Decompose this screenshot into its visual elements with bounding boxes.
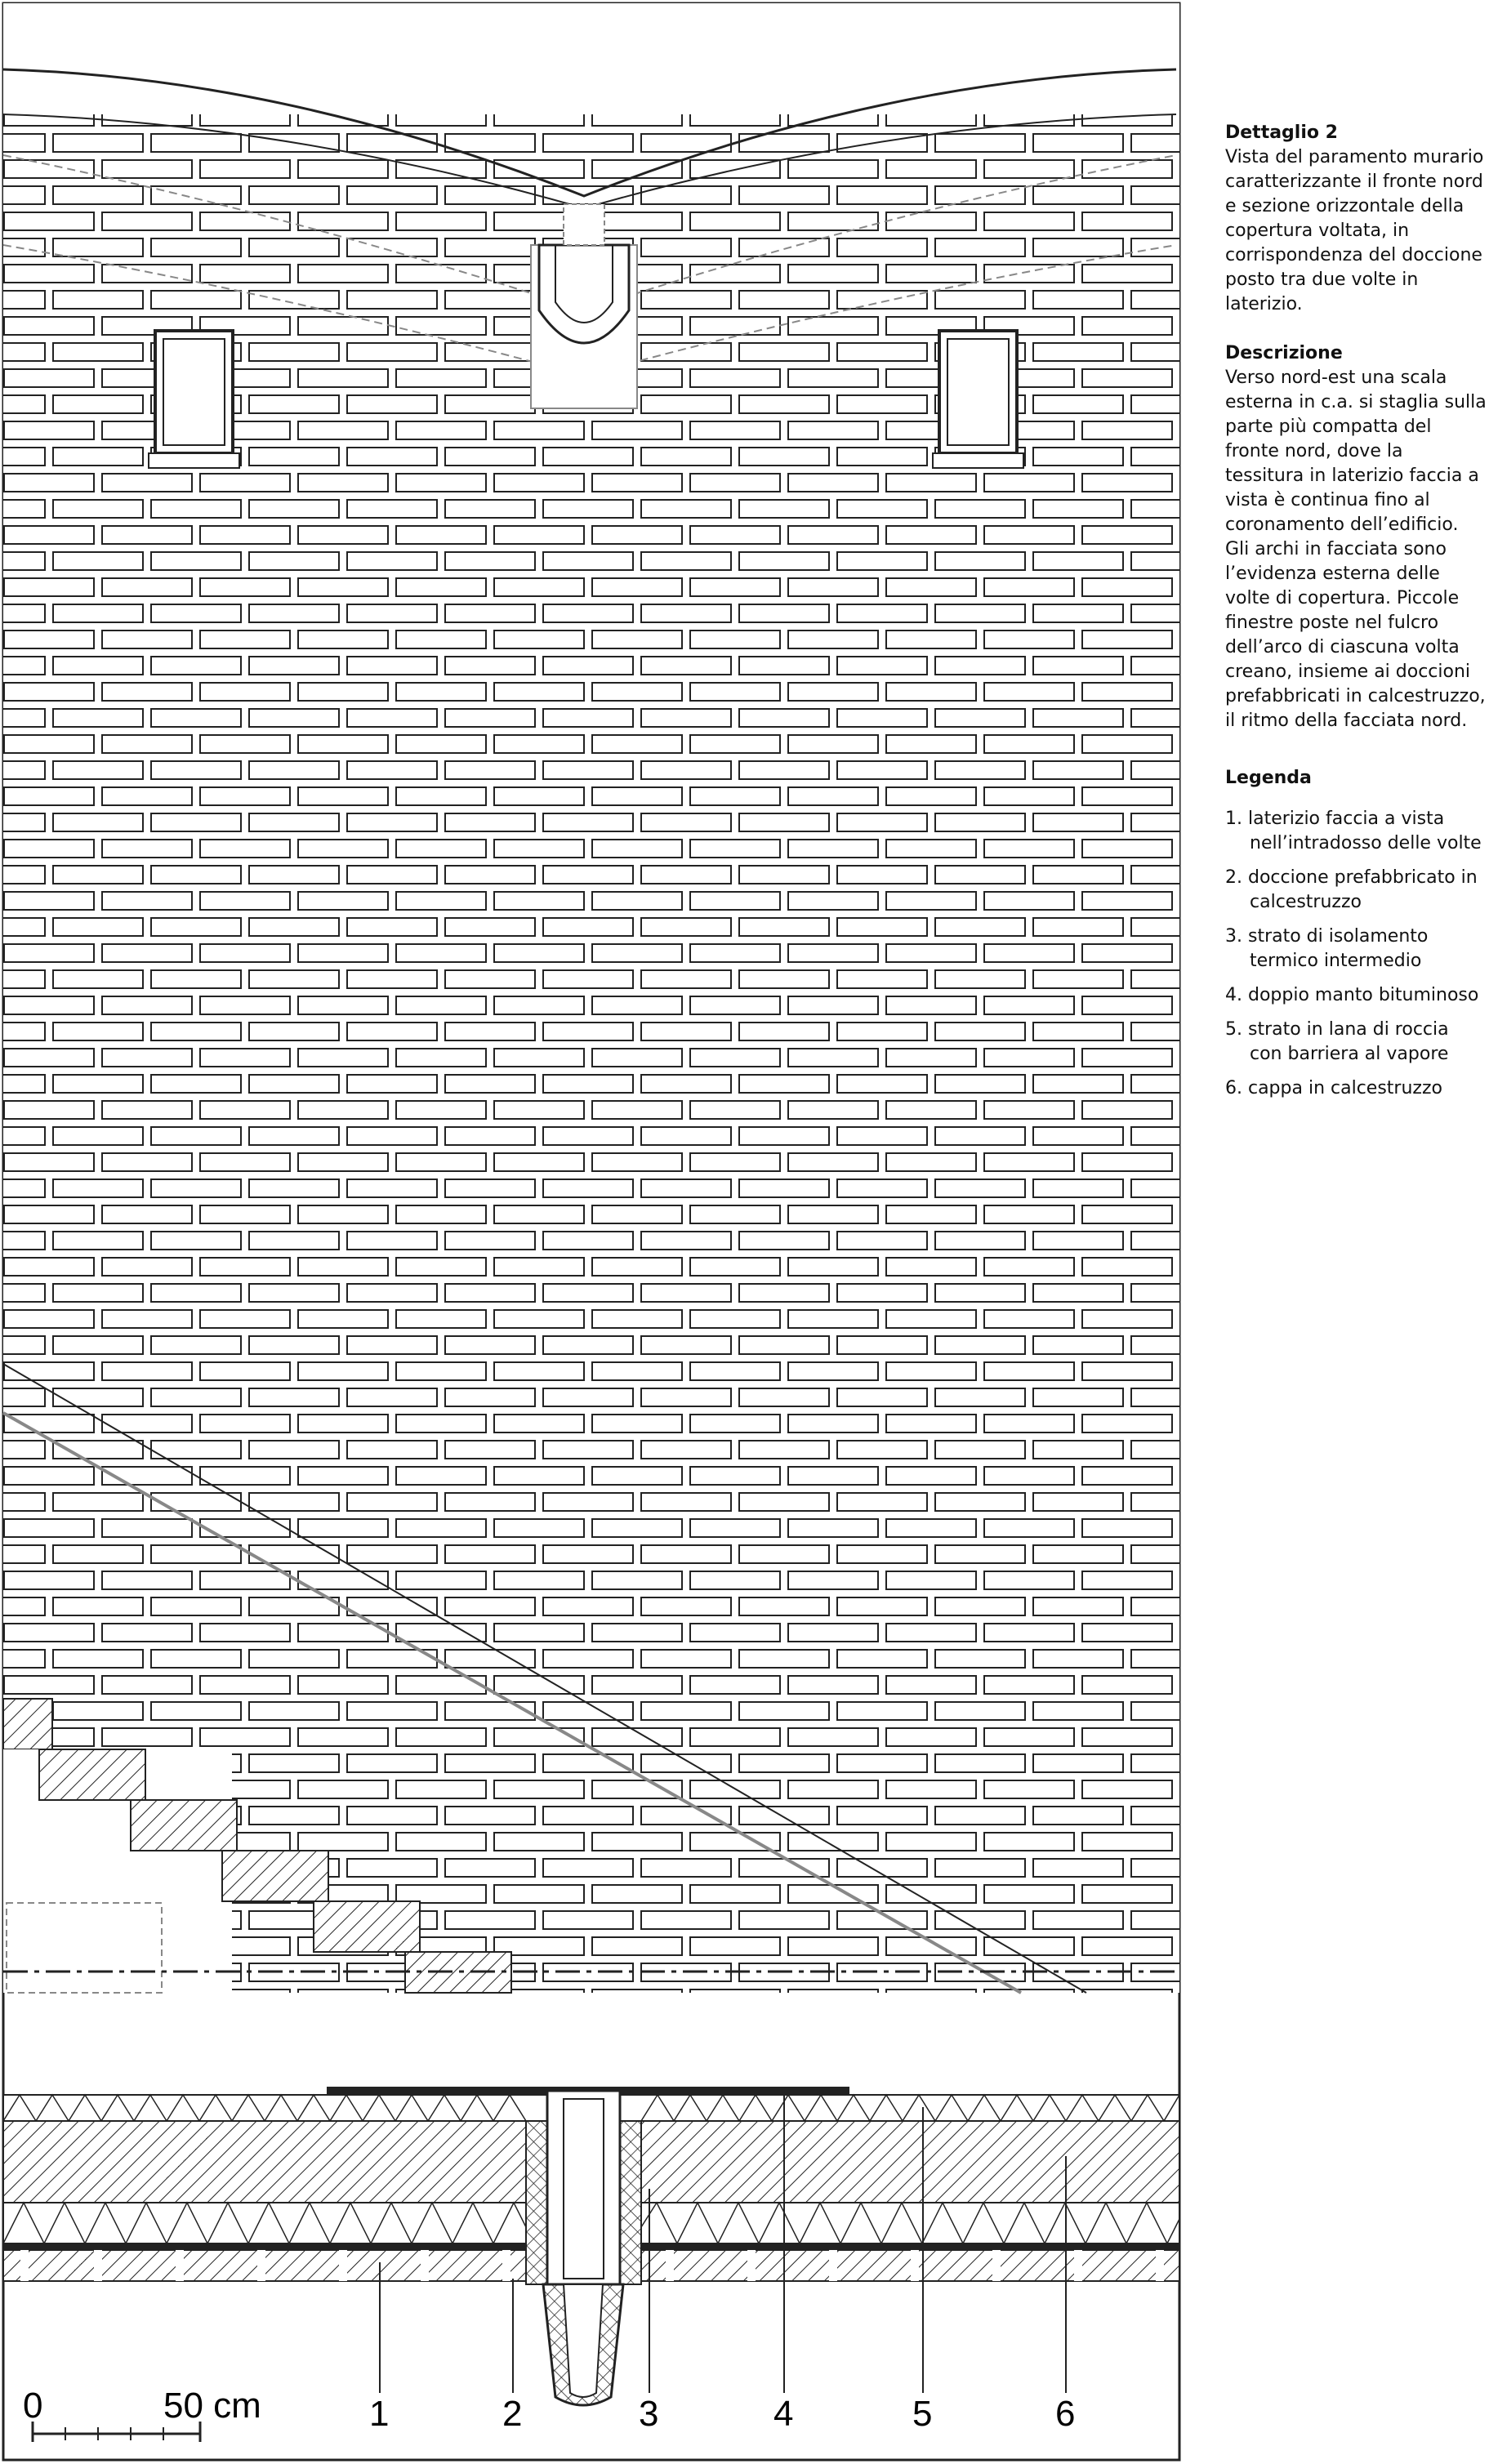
label-6: 6	[1055, 2394, 1076, 2434]
legend-item: 4. doppio manto bituminoso	[1225, 985, 1479, 1005]
detail-title: Dettaglio 2	[1225, 123, 1338, 143]
description-heading: Descrizione	[1225, 343, 1343, 363]
legend-item: 2. doccione prefabbricato in calcestruzzo	[1225, 867, 1478, 912]
scale-zero: 0	[23, 2386, 43, 2426]
label-3: 3	[639, 2394, 659, 2434]
detail-caption: Vista del paramento murario caratterizzante il fronte nord e sezione orizzontale della copertura voltata, in corrispondenza del doccione posto tra due volte in laterizio.	[1225, 147, 1484, 314]
label-5: 5	[912, 2394, 933, 2434]
description-block	[1225, 341, 1487, 733]
window-right	[933, 331, 1023, 468]
caption-block	[1225, 121, 1487, 317]
arch-top-mask	[3, 3, 1179, 114]
legend-block	[1225, 766, 1487, 1101]
legend-heading: Legenda	[1225, 768, 1312, 788]
description-text: Verso nord-est una scala esterna in c.a. si staglia sulla parte più compatta del fronte nord, dove la tessitura in laterizio faccia a vista è continua fino al coronamento dell’edificio. Gli archi in facciata sono l’evidenza esterna delle volte di copertura. Piccole finestre poste nel fulcro dell’arco di ciascuna volta creano, insieme ai doccioni prefabbricati in calcestruzzo, il ritmo della facciata nord.	[1225, 368, 1487, 731]
label-4: 4	[773, 2394, 794, 2434]
window-left	[149, 331, 239, 468]
scale-label: 50 cm	[163, 2386, 261, 2426]
legend-item: 3. strato di isolamento termico intermedio	[1225, 926, 1429, 971]
sidebar-text	[1225, 121, 1487, 1125]
label-2: 2	[502, 2394, 523, 2434]
label-1: 1	[369, 2394, 390, 2434]
legend-item: 5. strato in lana di roccia con barriera al vapore	[1225, 1019, 1449, 1064]
legend-list	[1225, 807, 1487, 1101]
legend-item: 1. laterizio faccia a vista nell’intradosso delle volte	[1225, 809, 1482, 853]
legend-item: 6. cappa in calcestruzzo	[1225, 1078, 1442, 1098]
gargoyle-section	[526, 2091, 641, 2405]
